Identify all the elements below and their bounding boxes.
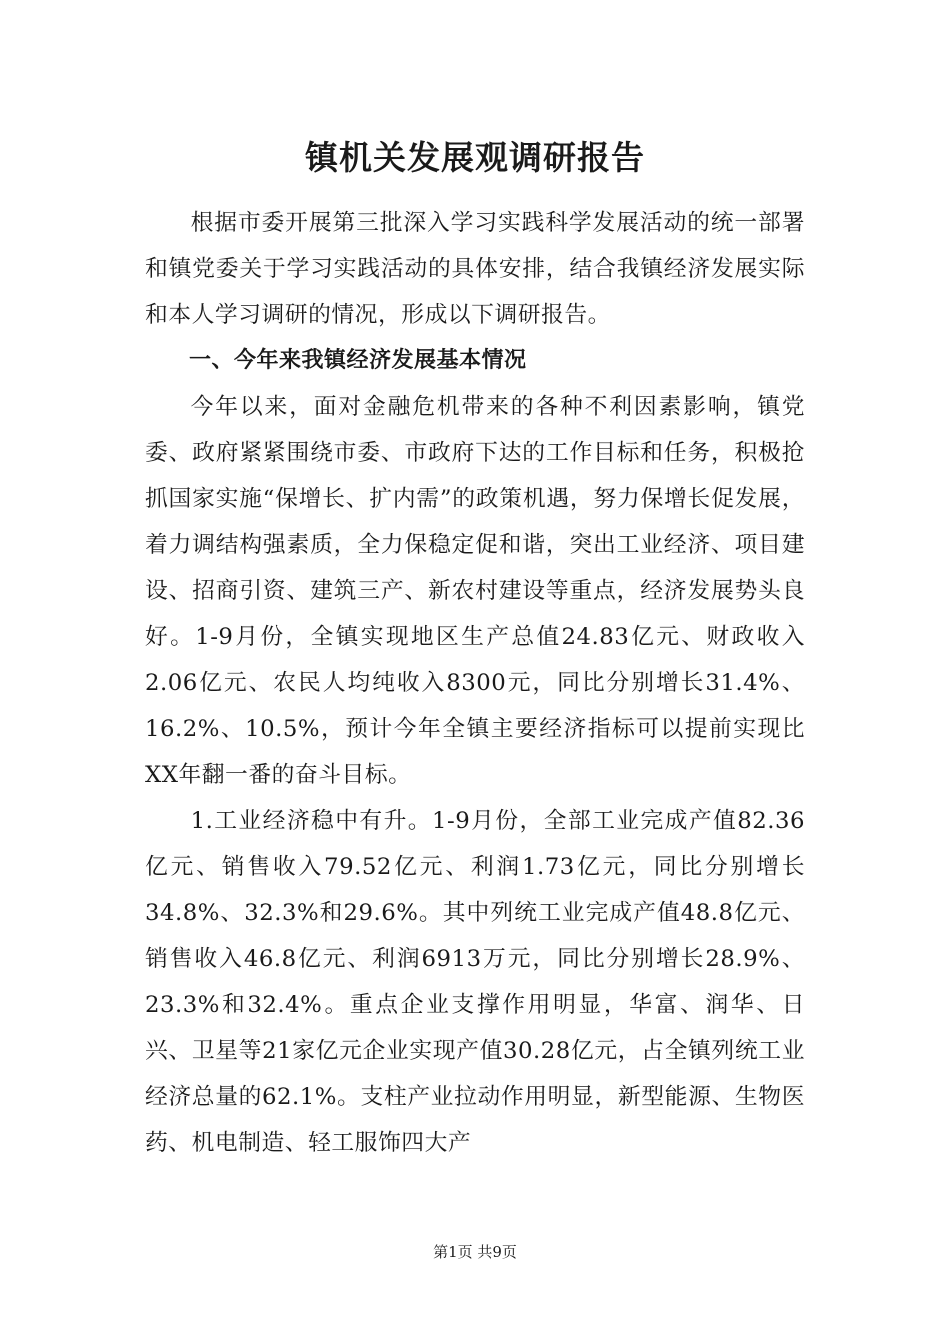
industry-paragraph: 1.工业经济稳中有升。1-9月份，全部工业完成产值82.36亿元、销售收入79.52亿元、利润1.73亿元，同比分别增长34.8%、32.3%和29.6%。其中列统工业完成产值48.8亿元、销售收入46.8亿元、利润6913万元，同比分别增长28.9%、23.3%和32.4%。重点企业支撑作用明显，华富、润华、日兴、卫星等21家亿元企业实现产值30.28亿元，占全镇列统工业经济总量的62.1%。支柱产业拉动作用明显，新型能源、生物医药、机电制造、轻工服饰四大产 — [145, 808, 805, 1156]
section-heading-1: 一、今年来我镇经济发展基本情况 — [189, 348, 527, 373]
intro-paragraph: 根据市委开展第三批深入学习实践科学发展活动的统一部署和镇党委关于学习实践活动的具体安排，结合我镇经济发展实际和本人学习调研的情况，形成以下调研报告。 — [145, 210, 805, 328]
page-footer: 第1页 共9页 — [433, 1243, 517, 1261]
document-body — [145, 200, 805, 1166]
document-title: 镇机关发展观调研报告 — [305, 138, 645, 177]
overview-paragraph: 今年以来，面对金融危机带来的各种不利因素影响，镇党委、政府紧紧围绕市委、市政府下达的工作目标和任务，积极抢抓国家实施“保增长、扩内需”的政策机遇，努力保增长促发展，着力调结构强素质，全力保稳定促和谐，突出工业经济、项目建设、招商引资、建筑三产、新农村建设等重点，经济发展势头良好。1-9月份，全镇实现地区生产总值24.83亿元、财政收入2.06亿元、农民人均纯收入8300元，同比分别增长31.4%、16.2%、10.5%，预计今年全镇主要经济指标可以提前实现比XX年翻一番的奋斗目标。 — [145, 394, 805, 788]
